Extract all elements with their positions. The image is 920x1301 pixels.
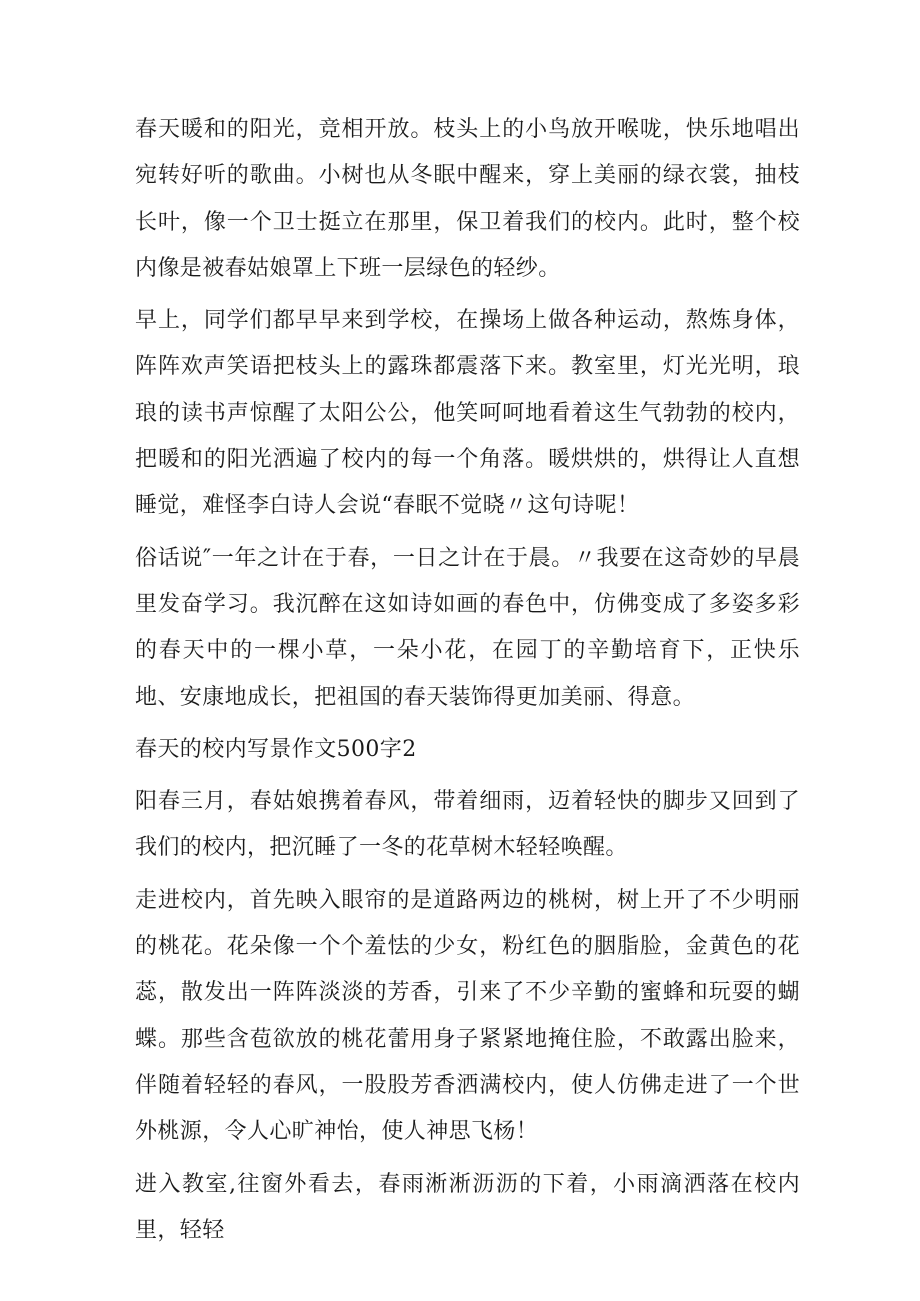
paragraph-march: 阳春三月，春姑娘携着春风，带着细雨，迈着轻快的脚步又回到了我们的校内，把沉睡了一冬的花草树木轻轻唤醒。 xyxy=(135,789,800,861)
paragraph-morning-campus: 早上，同学们都早早来到学校，在操场上做各种运动，熬炼身体，阵阵欢声笑语把枝头上的露珠都震落下来。教室里，灯光光明，琅琅的读书声惊醒了太阳公公，他笑呵呵地看着这生气勃勃的校内，把暖和的阳光洒遍了校内的每一个角落。暖烘烘的，烘得让人直想睡觉，难怪李白诗人会说“春眠不觉晓〃这句诗呢！ xyxy=(135,308,800,519)
essay-title-2: 春天的校内写景作文500字2 xyxy=(135,736,417,762)
paragraph-spring-sunshine: 春天暖和的阳光，竞相开放。枝头上的小鸟放开喉咙，快乐地唱出宛转好听的歌曲。小树也从冬眠中醒来，穿上美丽的绿衣裳，抽枝长叶，像一个卫士挺立在那里，保卫着我们的校内。此时，整个校内像是被春姑娘罩上下班一层绿色的轻纱。 xyxy=(135,117,800,281)
paragraph-proverb: 俗话说″一年之计在于春，一日之计在于晨。〃我要在这奇妙的早晨里发奋学习。我沉醉在这如诗如画的春色中，仿佛变成了多姿多彩的春天中的一棵小草，一朵小花，在园丁的辛勤培育下，正快乐地、安康地成长，把祖国的春天装饰得更加美丽、得意。 xyxy=(135,545,800,710)
paragraph-peach-trees: 走进校内，首先映入眼帘的是道路两边的桃树，树上开了不少明丽的桃花。花朵像一个个羞怯的少女，粉红色的胭脂脸，金黄色的花蕊，散发出一阵阵淡淡的芳香，引来了不少辛勤的蜜蜂和玩耍的蝴蝶。那些含苞欲放的桃花蕾用身子紧紧地掩住脸，不敢露出脸来，伴随着轻轻的春风，一股股芳香洒满校内，使人仿佛走进了一个世外桃源，令人心旷神怡，使人神思飞杨！ xyxy=(135,887,800,1145)
paragraph-classroom-rain: 进入教室,往窗外看去，春雨淅淅沥沥的下着，小雨滴洒落在校内里，轻轻 xyxy=(135,1171,800,1243)
document-body xyxy=(135,107,800,1260)
